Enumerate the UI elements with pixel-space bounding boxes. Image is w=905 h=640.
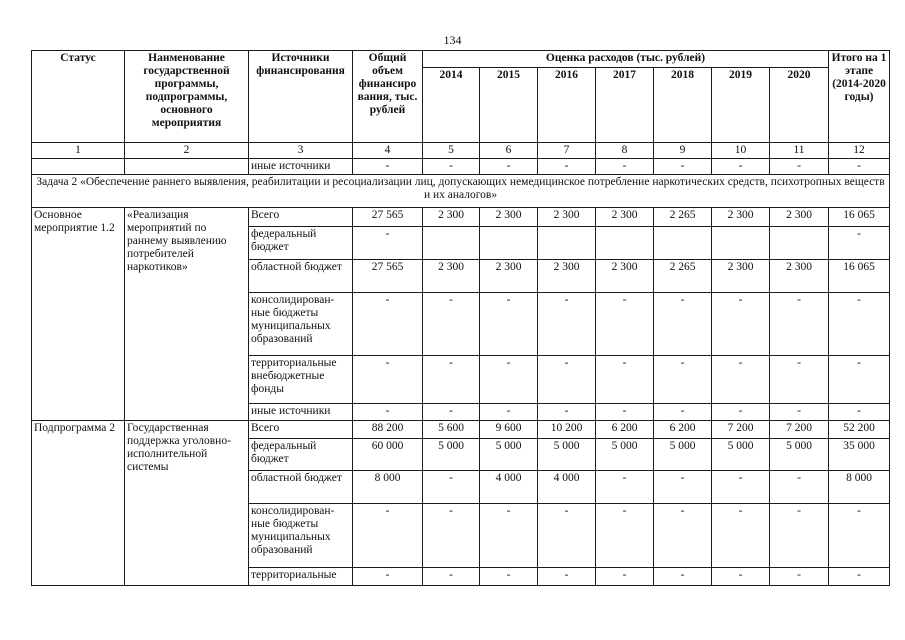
column-number-row <box>32 143 890 159</box>
value-cell: 5 000 <box>423 439 480 471</box>
source-cell: областной бюджет <box>249 471 353 504</box>
source-cell: Всего <box>249 208 353 227</box>
value-cell: - <box>829 404 890 421</box>
source-cell: консолидирован-ные бюджеты муниципальных образований <box>249 293 353 356</box>
value-cell: 2 300 <box>538 260 596 293</box>
value-cell: 2 300 <box>770 260 829 293</box>
value-cell: 5 000 <box>770 439 829 471</box>
budget-table <box>31 50 890 586</box>
value-cell: 5 600 <box>423 421 480 439</box>
source-cell: федеральный бюджет <box>249 227 353 260</box>
value-cell: - <box>712 293 770 356</box>
value-cell: - <box>829 227 890 260</box>
value-cell: - <box>770 404 829 421</box>
value-cell: 2 265 <box>654 208 712 227</box>
value-cell: 7 200 <box>712 421 770 439</box>
value-cell: - <box>423 471 480 504</box>
value-cell: 2 300 <box>480 208 538 227</box>
value-cell: 4 000 <box>480 471 538 504</box>
value-cell: - <box>712 471 770 504</box>
header-year: 2019 <box>712 68 770 143</box>
header-total: Общий объем финансиро вания, тыс. рублей <box>353 51 423 143</box>
program-name-cell: «Реализация мероприятий по раннему выявлению потребителей наркотиков» <box>125 208 249 421</box>
value-cell: - <box>480 159 538 175</box>
value-cell: - <box>596 159 654 175</box>
value-cell: - <box>829 159 890 175</box>
value-cell: - <box>829 568 890 586</box>
source-cell: областной бюджет <box>249 260 353 293</box>
value-cell: - <box>423 568 480 586</box>
value-cell: - <box>829 356 890 404</box>
value-cell: - <box>712 504 770 568</box>
column-number: 1 <box>32 143 125 159</box>
value-cell: - <box>770 293 829 356</box>
value-cell: 4 000 <box>538 471 596 504</box>
column-number: 8 <box>596 143 654 159</box>
value-cell: - <box>423 356 480 404</box>
value-cell: - <box>829 293 890 356</box>
value-cell: - <box>480 404 538 421</box>
value-cell: 2 300 <box>596 260 654 293</box>
header-row <box>32 51 890 68</box>
value-cell: 5 000 <box>538 439 596 471</box>
value-cell: 2 300 <box>423 260 480 293</box>
value-cell: - <box>654 504 712 568</box>
value-cell: - <box>654 293 712 356</box>
value-cell: - <box>596 504 654 568</box>
value-cell: - <box>770 568 829 586</box>
source-cell: иные источники <box>249 404 353 421</box>
empty-cell <box>125 159 249 175</box>
source-cell: иные источники <box>249 159 353 175</box>
value-cell: - <box>770 504 829 568</box>
status-cell: Основное мероприятие 1.2 <box>32 208 125 421</box>
value-cell <box>770 227 829 260</box>
value-cell: 2 300 <box>423 208 480 227</box>
column-number: 4 <box>353 143 423 159</box>
program-name-cell: Государственная поддержка уголовно-исполнительной системы <box>125 421 249 586</box>
header-sources: Источники финансирования <box>249 51 353 143</box>
source-cell: территориальные внебюджетные фонды <box>249 356 353 404</box>
value-cell: 2 300 <box>538 208 596 227</box>
value-cell: - <box>353 504 423 568</box>
value-cell: 27 565 <box>353 208 423 227</box>
value-cell: - <box>538 293 596 356</box>
value-cell: - <box>654 159 712 175</box>
value-cell <box>538 227 596 260</box>
column-number: 5 <box>423 143 480 159</box>
value-cell: - <box>712 404 770 421</box>
value-cell: - <box>770 159 829 175</box>
value-cell: 27 565 <box>353 260 423 293</box>
value-cell: 5 000 <box>654 439 712 471</box>
column-number: 6 <box>480 143 538 159</box>
value-cell: - <box>423 159 480 175</box>
value-cell <box>654 227 712 260</box>
value-cell: - <box>353 404 423 421</box>
column-number: 12 <box>829 143 890 159</box>
value-cell: 6 200 <box>596 421 654 439</box>
header-name: Наименование государственной программы, подпрограммы, основного мероприятия <box>125 51 249 143</box>
status-cell: Подпрограмма 2 <box>32 421 125 586</box>
value-cell: - <box>538 568 596 586</box>
table-row <box>32 159 890 175</box>
value-cell: - <box>596 356 654 404</box>
column-number: 2 <box>125 143 249 159</box>
value-cell: 8 000 <box>829 471 890 504</box>
table-row <box>32 208 890 227</box>
value-cell: 5 000 <box>712 439 770 471</box>
value-cell: 5 000 <box>480 439 538 471</box>
value-cell: - <box>596 471 654 504</box>
column-number: 11 <box>770 143 829 159</box>
value-cell: - <box>654 404 712 421</box>
value-cell: 16 065 <box>829 260 890 293</box>
header-stage-total: Итого на 1 этапе (2014-2020 годы) <box>829 51 890 143</box>
value-cell: - <box>712 568 770 586</box>
value-cell: 60 000 <box>353 439 423 471</box>
value-cell: - <box>770 471 829 504</box>
source-cell: консолидирован-ные бюджеты муниципальных образований <box>249 504 353 568</box>
value-cell: - <box>538 504 596 568</box>
value-cell: 2 265 <box>654 260 712 293</box>
value-cell: - <box>538 159 596 175</box>
value-cell: 9 600 <box>480 421 538 439</box>
value-cell: - <box>480 293 538 356</box>
value-cell: - <box>596 293 654 356</box>
value-cell: - <box>423 293 480 356</box>
table-row <box>32 421 890 439</box>
value-cell: - <box>423 404 480 421</box>
value-cell: - <box>353 568 423 586</box>
value-cell <box>712 227 770 260</box>
value-cell <box>596 227 654 260</box>
value-cell: 7 200 <box>770 421 829 439</box>
value-cell: 2 300 <box>770 208 829 227</box>
value-cell: 88 200 <box>353 421 423 439</box>
value-cell: - <box>353 293 423 356</box>
value-cell: 2 300 <box>480 260 538 293</box>
header-status: Статус <box>32 51 125 143</box>
value-cell: - <box>353 159 423 175</box>
empty-cell <box>32 159 125 175</box>
value-cell: 8 000 <box>353 471 423 504</box>
task-row <box>32 175 890 208</box>
value-cell: - <box>770 356 829 404</box>
value-cell: - <box>480 504 538 568</box>
value-cell: - <box>538 404 596 421</box>
value-cell: - <box>596 404 654 421</box>
source-cell: территориальные <box>249 568 353 586</box>
header-year: 2015 <box>480 68 538 143</box>
value-cell: 35 000 <box>829 439 890 471</box>
header-year: 2020 <box>770 68 829 143</box>
header-year: 2018 <box>654 68 712 143</box>
value-cell: - <box>538 356 596 404</box>
header-estimate: Оценка расходов (тыс. рублей) <box>423 51 829 68</box>
value-cell: 2 300 <box>596 208 654 227</box>
value-cell: 16 065 <box>829 208 890 227</box>
value-cell: - <box>480 356 538 404</box>
value-cell: - <box>654 356 712 404</box>
value-cell: - <box>480 568 538 586</box>
header-year: 2016 <box>538 68 596 143</box>
page-number: 134 <box>443 33 462 47</box>
value-cell: 2 300 <box>712 260 770 293</box>
value-cell: - <box>712 159 770 175</box>
value-cell <box>423 227 480 260</box>
value-cell: - <box>353 227 423 260</box>
header-year: 2017 <box>596 68 654 143</box>
task-heading: Задача 2 «Обеспечение раннего выявления, реабилитации и ресоциализации лиц, допускающих немедицинское потребление наркотических средств, психотропных веществ и их аналогов» <box>32 175 890 208</box>
value-cell: 2 300 <box>712 208 770 227</box>
value-cell: - <box>353 356 423 404</box>
source-cell: Всего <box>249 421 353 439</box>
value-cell: 5 000 <box>596 439 654 471</box>
source-cell: федеральный бюджет <box>249 439 353 471</box>
value-cell: - <box>712 356 770 404</box>
value-cell: 6 200 <box>654 421 712 439</box>
column-number: 3 <box>249 143 353 159</box>
value-cell: - <box>596 568 654 586</box>
column-number: 10 <box>712 143 770 159</box>
column-number: 7 <box>538 143 596 159</box>
value-cell: - <box>829 504 890 568</box>
value-cell: - <box>423 504 480 568</box>
value-cell: - <box>654 471 712 504</box>
column-number: 9 <box>654 143 712 159</box>
value-cell: - <box>654 568 712 586</box>
value-cell: 10 200 <box>538 421 596 439</box>
value-cell <box>480 227 538 260</box>
header-year: 2014 <box>423 68 480 143</box>
value-cell: 52 200 <box>829 421 890 439</box>
